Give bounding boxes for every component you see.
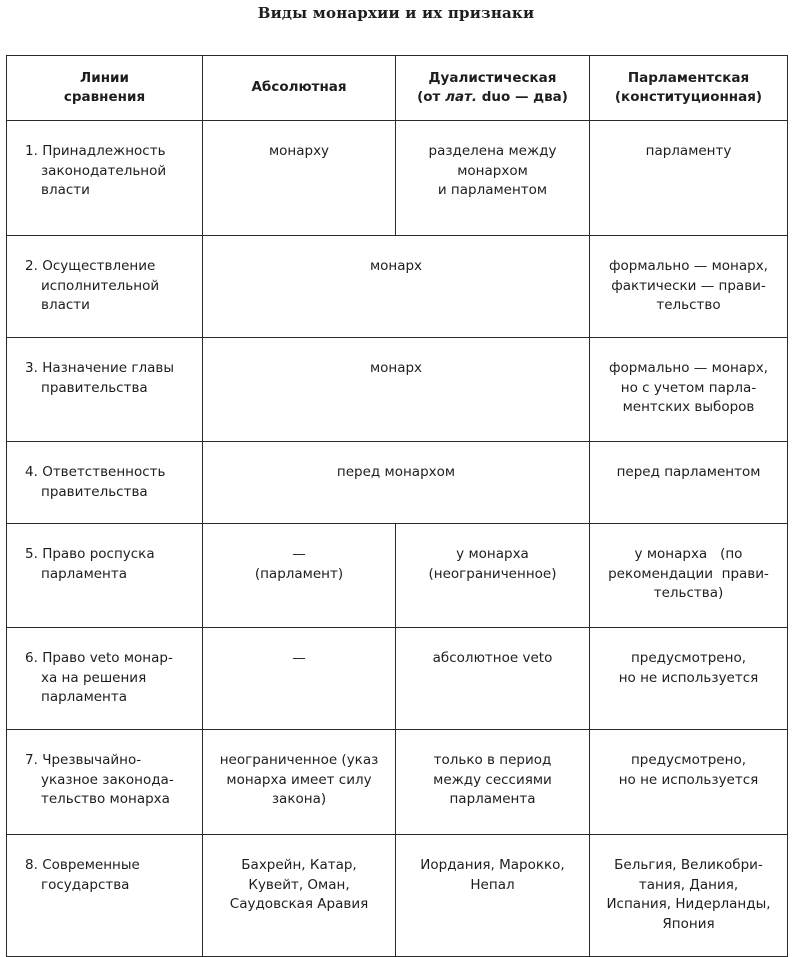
absolute-cell: — [203,628,396,730]
header-comparison-lines [7,56,203,121]
row-number: 8. [25,857,38,873]
monarchy-comparison-table [6,55,788,957]
table-header-row [7,56,788,121]
absolute-dualistic-merged-cell: монарх [203,236,590,338]
header-parliamentary [590,56,788,121]
row-number: 4. [25,464,38,480]
criterion-cell: 8. Современные государства [7,835,203,957]
dualistic-cell: только в период между сессиями парламента [396,730,590,835]
dualistic-cell: абсолютное veto [396,628,590,730]
header-dualistic [396,56,590,121]
dualistic-cell: у монарха (неограниченное) [396,524,590,628]
header-text: сравнения [63,89,146,105]
row-number: 6. [25,650,38,666]
header-text: Парламентская [627,69,750,86]
table-row [7,628,788,730]
row-number: 7. [25,752,38,768]
parliamentary-cell: перед парламентом [590,442,788,524]
table-row [7,338,788,442]
absolute-cell: монарху [203,121,396,236]
dualistic-cell: разделена между монархом и парламентом [396,121,590,236]
parliamentary-cell: парламенту [590,121,788,236]
criterion-cell: 2. Осуществление исполнительной власти [7,236,203,338]
header-text: Абсолютная [251,79,347,96]
parliamentary-cell: предусмотрено, но не используется [590,628,788,730]
criterion-cell: 1. Принадлежность законодательной власти [7,121,203,236]
criterion-cell: 5. Право роспуска парламента [7,524,203,628]
table-row [7,121,788,236]
dualistic-cell: Иордания, Марокко, Непал [396,835,590,957]
table-row [7,730,788,835]
table-row [7,236,788,338]
header-text: Линии [80,69,129,86]
header-absolute [203,56,396,121]
absolute-cell: Бахрейн, Катар, Кувейт, Оман, Саудовская Аравия [203,835,396,957]
absolute-dualistic-merged-cell: перед монархом [203,442,590,524]
criterion-cell: 4. Ответственность правительства [7,442,203,524]
page-title: Виды монархии и их признаки [257,4,535,22]
absolute-cell: неограниченное (указ монарха имеет силу закона) [203,730,396,835]
parliamentary-cell: у монарха (по рекомендации прави- тельства) [590,524,788,628]
header-text: Дуалистическая [428,69,557,86]
parliamentary-cell: формально — монарх, но с учетом парла- ментских выборов [590,338,788,442]
row-number: 3. [25,360,38,376]
table-row [7,835,788,957]
absolute-dualistic-merged-cell: монарх [203,338,590,442]
criterion-cell: 6. Право veto монар- ха на решения парламента [7,628,203,730]
absolute-cell: — (парламент) [203,524,396,628]
header-text: (конституционная) [614,89,763,105]
parliamentary-cell: формально — монарх, фактически — прави- тельство [590,236,788,338]
header-text-latin: (от лат. duo — два) [417,89,568,105]
criterion-cell: 3. Назначение главы правительства [7,338,203,442]
parliamentary-cell: Бельгия, Великобри- тания, Дания, Испания, Нидерланды, Япония [590,835,788,957]
parliamentary-cell: предусмотрено, но не используется [590,730,788,835]
table-row [7,442,788,524]
table-row [7,524,788,628]
row-number: 1. [25,143,38,159]
criterion-cell: 7. Чрезвычайно- указное законода- тельство монарха [7,730,203,835]
row-number: 5. [25,546,38,562]
row-number: 2. [25,258,38,274]
